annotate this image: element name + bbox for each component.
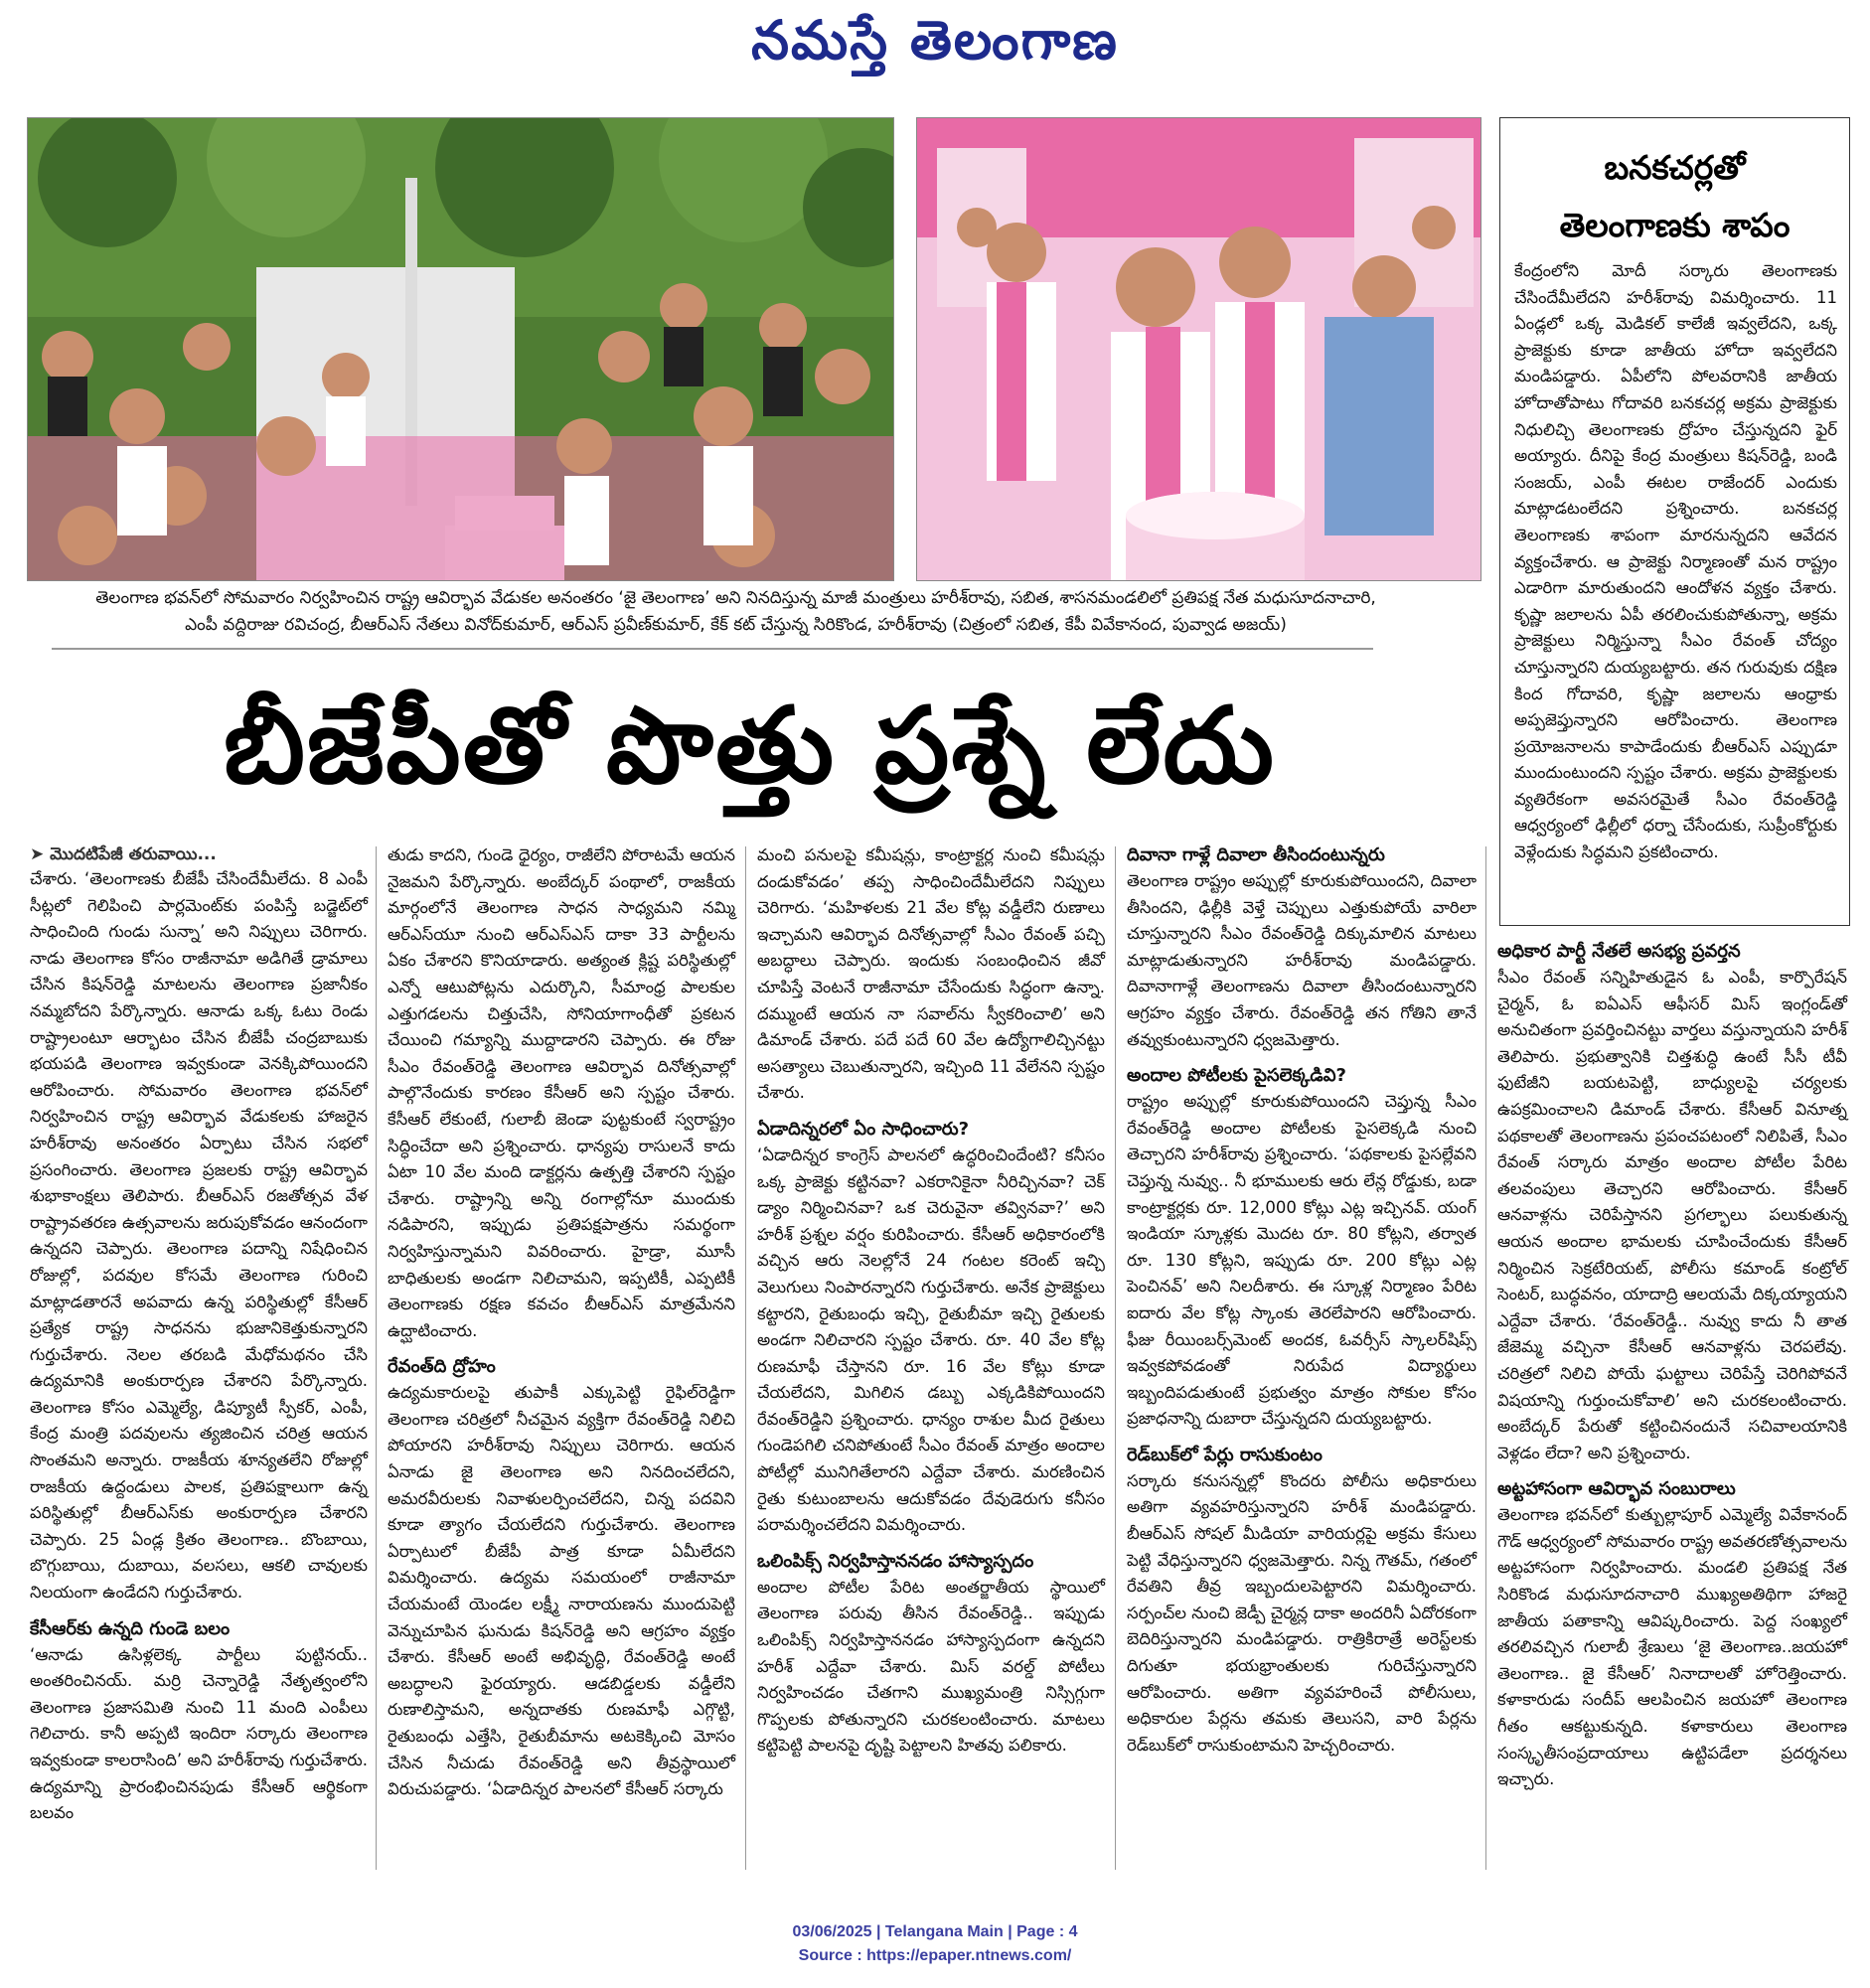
- newspaper-masthead: నమస్తే తెలంగాణ: [751, 8, 1119, 72]
- article-paragraph: తెలంగాణ రాష్ట్రం అప్పుల్లో కూరుకుపోయిందని, దివాలా తీసిందని, ఢిల్లీకి వెళ్తే చెప్పులు ఎత్తుకుపోయే వారిలా చూస్తున్నారని సీఎం రేవంత్‌రెడ్డి దిక్కుమాలిన మాటలు మాట్లాడుతున్నారని హరీశ్‌రావు మండిపడ్డారు. దివానాగాళ్లే తెలంగాణను దివాలా తీసిందంటున్నారని ఆగ్రహం వ్యక్తం చేశారు. రేవంత్‌రెడ్డి తన గోతిని తానే తవ్వుకుంటున్నారని ధ్వజమెత్తారు.: [1127, 871, 1477, 1049]
- photo-caption: [38, 585, 1434, 639]
- subheading: ఏడాదిన్నరలో ఏం సాధించారు?: [757, 1118, 970, 1140]
- subheading: అందాల పోటీలకు పైసలెక్కడివి?: [1127, 1065, 1346, 1087]
- column-divider: [1485, 846, 1486, 1870]
- column-divider: [1115, 846, 1116, 1870]
- subheading: అధికార పార్టీ నేతలే అసభ్య ప్రవర్తన: [1497, 941, 1741, 962]
- article-column-2: [388, 842, 735, 1803]
- sidebar-paragraph: కేంద్రంలోని మోదీ సర్కారు తెలంగాణకు చేసిందేమీలేదని హరీశ్‌రావు విమర్శించారు. 11 ఏండ్లలో ఒక్క మెడికల్ కాలేజీ ఇవ్వలేదని, ఒక్క ప్రాజెక్టుకు కూడా జాతీయ హోదా ఇవ్వలేదని మండిపడ్డారు. ఏపీలోని పోలవరానికి జాతీయ హోదాతోపాటు గోదావరి బనకచర్ల అక్రమ ప్రాజెక్టుకు నిధులిచ్చి తెలంగాణకు ద్రోహం చేస్తున్నదని ఫైర్ అయ్యారు. దీనిపై కేంద్ర మంత్రులు కిషన్‌రెడ్డి, బండి సంజయ్, ఎంపీ ఈటల రాజేందర్ ఎందుకు మాట్లాడటంలేదని ప్రశ్నించారు. బనకచర్ల తెలంగాణకు శాపంగా మారనున్నదని ఆవేదన వ్యక్తంచేశారు. ఆ ప్రాజెక్టు నిర్మాణంతో మన రాష్ట్రం ఎడారిగా మారుతుందని ఆందోళన వ్యక్తం చేశారు. కృష్ణా జలాలను ఏపీ తరలించుకుపోతున్నా, అక్రమ ప్రాజెక్టులు నిర్మిస్తున్నా సీఎం రేవంత్ చోద్యం చూస్తున్నారని దుయ్యబట్టారు. తన గురువుకు దక్షిణ కింద గోదావరి, కృష్ణా జలాలను ఆంధ్రాకు అప్పజెప్తున్నారని ఆరోపించారు. తెలంగాణ ప్రయోజనాలను కాపాడేందుకు బీఆర్‌ఎస్ ఎప్పుడూ ముందుంటుందని స్పష్టం చేశారు. అక్రమ ప్రాజెక్టులకు వ్యతిరేకంగా అవసరమైతే సీఎం రేవంత్‌రెడ్డి ఆధ్వర్యంలో ఢిల్లీలో ధర్నా చేసేందుకు, సుప్రీంకోర్టుకు వెళ్లేందుకు సిద్ధమని ప్రకటించారు.: [1514, 261, 1837, 862]
- photo-cake-illustration: [917, 118, 1480, 580]
- article-column-1: [30, 842, 368, 1827]
- subheading: ఒలింపిక్స్ నిర్వహిస్తాననడం హాస్యాస్పదం: [757, 1550, 1034, 1572]
- article-column-5: [1497, 939, 1847, 1793]
- sidebar-title: [1505, 139, 1844, 254]
- continued-label: మొదటిపేజీ తరువాయి...: [50, 844, 217, 864]
- photo-caption-line-2: ఎంపీ వద్దిరాజు రవిచంద్ర, బీఆర్‌ఎస్ నేతలు వినోద్‌కుమార్, ఆర్‌ఎస్ ప్రవీణ్‌కుమార్, కేక్ కట్ చేస్తున్న సిరికొండ, హరీశ్‌రావు (చిత్రంలో సబిత, కేపీ వివేకానంద, పువ్వాడ అజయ్): [185, 615, 1287, 635]
- subheading: అట్టహాసంగా ఆవిర్భావ సంబురాలు: [1497, 1478, 1736, 1500]
- subheading: కేసీఆర్‌కు ఉన్నది గుండె బలం: [30, 1617, 231, 1639]
- article-paragraph: ‘ఆనాడు ఉసిళ్లలెక్క పార్టీలు పుట్టినయ్.. అంతరించినయ్. మర్రి చెన్నారెడ్డి నేతృత్వంలోని తెలంగాణ ప్రజాసమితి నుంచి 11 మంది ఎంపీలు గెలిచారు. కానీ అప్పటి ఇందిరా సర్కారు తెలంగాణ ఇవ్వకుండా కాలరాసింది’ అని హరీశ్‌రావు గుర్తుచేశారు. ఉద్యమాన్ని ప్రారంభించినపుడు కేసీఆర్ ఆర్థికంగా బలవం: [30, 1644, 368, 1823]
- column-divider: [745, 846, 746, 1870]
- article-column-3: [757, 842, 1105, 1759]
- caption-rule: [52, 648, 1373, 650]
- main-headline: బీజేపీతో పొత్తు ప్రశ్నే లేదు: [224, 685, 1276, 807]
- epaper-date-footer: 03/06/2025 | Telangana Main | Page : 4: [792, 1923, 1078, 1940]
- subheading: రేవంత్‌ది ద్రోహం: [388, 1356, 496, 1378]
- article-paragraph: రాష్ట్రం అప్పుల్లో కూరుకుపోయిందని చెప్తున్న సీఎం రేవంత్‌రెడ్డి అందాల పోటీలకు పైసలెక్కడి నుంచి తెచ్చారని హరీశ్‌రావు ప్రశ్నించారు. ‘పథకాలకు పైసల్లేవని చెప్తున్న నువ్వు.. నీ భూములకు ఆరు లేన్ల రోడ్డుకు, బడా కాంట్రాక్టర్లకు రూ. 12,000 కోట్లు ఎట్ల ఇచ్చినవ్. యంగ్ ఇండియా స్కూళ్లకు మొదట రూ. 80 కోట్లని, తర్వాత రూ. 130 కోట్లని, ఇప్పుడు రూ. 200 కోట్లు ఎట్ల పెంచినవ్’ అని నిలదీశారు. ఈ స్కూళ్ల నిర్మాణం పేరిట ఐదారు వేల కోట్ల స్కాంకు తెరలేపారని ఆరోపించారు. ఫీజు రీయింబర్స్‌మెంట్ అందక, ఓవర్సీస్ స్కాలర్‌షిప్స్ ఇవ్వకపోవడంతో నిరుపేద విద్యార్థులు ఇబ్బందిపడుతుంటే ప్రభుత్వం మాత్రం సోకుల కోసం ప్రజాధనాన్ని దుబారా చేస్తున్నదని దుయ్యబట్టారు.: [1127, 1092, 1477, 1429]
- photo-crowd-illustration: [28, 118, 893, 580]
- article-paragraph: సీఎం రేవంత్ సన్నిహితుడైన ఓ ఎంపీ, కార్పొరేషన్ చైర్మన్, ఓ ఐఏఎస్ ఆఫీసర్ మిస్ ఇంగ్లండ్‌తో అనుచితంగా ప్రవర్తించినట్టు వార్తలు వస్తున్నాయని హరీశ్ తెలిపారు. ప్రభుత్వానికి చిత్తశుద్ధి ఉంటే సీసీ టీవీ ఫుటేజీని బయటపెట్టి, బాధ్యులపై చర్యలకు ఉపక్రమించాలని డిమాండ్ చేశారు. కేసీఆర్ వినూత్న పథకాలతో తెలంగాణను ప్రపంచపటంలో నిలిపితే, సీఎం రేవంత్ సర్కారు మాత్రం అందాల పోటీల పేరిట తలవంపులు తెచ్చారని ఆరోపించారు. కేసీఆర్ ఆనవాళ్లను చెరిపేస్తానని ప్రగల్భాలు పలుకుతున్న ఆయన అందాల భామలకు చూపించేందుకు కేసీఆర్ నిర్మించిన సెక్రటేరియట్, పోలీసు కమాండ్ కంట్రోల్ సెంటర్, బుద్ధవనం, యాదాద్రి ఆలయమే దిక్కయ్యాయని ఎద్దేవా చేశారు. ‘రేవంత్‌రెడ్డీ.. నువ్వు కాదు నీ తాత జేజెమ్మ వచ్చినా కేసీఆర్ ఆనవాళ్లను చెరపలేవు. చరిత్రలో నిలిచి పోయే ఘట్టాలు చెరిపేస్తే చెరిగిపోవనే విషయాన్ని గుర్తుంచుకోవాలి’ అని చురకలంటించారు. అంబేద్కర్ పేరుతో కట్టించినందునే సచివాలయానికి వెళ్లడం లేదా? అని ప్రశ్నించారు.: [1497, 968, 1847, 1462]
- sidebar-title-line-2: తెలంగాణకు శాపం: [1559, 206, 1791, 244]
- subheading: దివానా గాళ్లే దివాలా తీసిందంటున్నరు: [1127, 844, 1385, 865]
- photo-celebration-crowd: [27, 117, 894, 581]
- column-divider: [376, 846, 377, 1870]
- article-paragraph: ఉద్యమకారులపై తుపాకీ ఎక్కుపెట్టి రైఫిల్‌రెడ్డిగా తెలంగాణ చరిత్రలో నీచమైన వ్యక్తిగా రేవంత్‌రెడ్డి నిలిచి పోయారని హరీశ్‌రావు నిప్పులు చెరిగారు. ఆయన ఏనాడు జై తెలంగాణ అని నినదించలేదని, అమరవీరులకు నివాళులర్పించలేదని, చిన్న పదవిని కూడా త్యాగం చేయలేదని గుర్తుచేశారు. తెలంగాణ ఏర్పాటులో బీజేపీ పాత్ర కూడా ఏమీలేదని విమర్శించారు. ఉద్యమ సమయంలో రాజీనామా చేయమంటే యెండల లక్ష్మీ నారాయణను ముందుపెట్టి వెన్నుచూపిన ఘనుడు కిషన్‌రెడ్డి అని ఆగ్రహం వ్యక్తం చేశారు. కేసీఆర్ అంటే అభివృద్ధి, రేవంత్‌రెడ్డి అంటే అబద్ధాలని ఫైరయ్యారు. ఆడబిడ్డలకు వడ్డీలేని రుణాలిస్తామని, అన్నదాతకు రుణమాఫీ ఎగ్గొట్టి, రైతుబంధు ఎత్తేసి, రైతుబీమాను అటకెక్కించి మోసం చేసిన నీచుడు రేవంత్‌రెడ్డి అని తీవ్రస్థాయిలో విరుచుపడ్డారు. ‘ఏడాదిన్నర పాలనలో కేసీఆర్ సర్కారు: [388, 1383, 735, 1799]
- arrow-right-icon: ➤: [30, 844, 51, 864]
- article-paragraph: మంచి పనులపై కమీషన్లు, కాంట్రాక్టర్ల నుంచి కమీషన్లు దండుకోవడం’ తప్ప సాధించిందేమీలేదని నిప్పులు చెరిగారు. ‘మహిళలకు 21 వేల కోట్ల వడ్డీలేని రుణాలు ఇచ్చామని ఆవిర్భావ దినోత్సవాల్లో సీఎం రేవంత్ పచ్చి అబద్ధాలు చెప్పారు. ఇందుకు సంబంధించిన జీవో చూపిస్తే వెంటనే రాజీనామా చేసేందుకు సిద్ధంగా ఉన్నా. దమ్ముంటే ఆయన నా సవాల్‌ను స్వీకరించాలి’ అని డిమాండ్ చేశారు. పదే పదే 60 వేల ఉద్యోగాలిచ్చినట్టు అసత్యాలు చెబుతున్నారని, ఇచ్చింది 11 వేలేనని స్పష్టం చేశారు.: [757, 845, 1105, 1103]
- continued-from-front-page: [30, 842, 368, 866]
- article-paragraph: చేశారు. ‘తెలంగాణకు బీజేపీ చేసిందేమీలేదు. 8 ఎంపీ సీట్లలో గెలిపించి పార్లమెంట్‌కు పంపిస్తే బడ్జెట్‌లో సాధించింది గుండు సున్నా’ అని నిప్పులు చెరిగారు. నాడు తెలంగాణ కోసం రాజీనామా అడిగితే డ్రామాలు చేసిన కిషన్‌రెడ్డి మాటలను తెలంగాణ ప్రజానీకం నమ్మబోదని పేర్కొన్నారు. ఆనాడు ఒక్క ఓటు రెండు రాష్ట్రాలంటూ ఆర్భాటం చేసిన బీజేపీ చంద్రబాబుకు భయపడి తెలంగాణ ఇవ్వకుండా వెనక్కిపోయిందని ఆరోపించారు. సోమవారం తెలంగాణ భవన్‌లో నిర్వహించిన రాష్ట్ర ఆవిర్భావ వేడుకలకు హాజరైన హరీశ్‌రావు అనంతరం ఏర్పాటు చేసిన సభలో ప్రసంగించారు. తెలంగాణ ప్రజలకు రాష్ట్ర ఆవిర్భావ శుభాకాంక్షలు తెలిపారు. బీఆర్‌ఎస్ రజతోత్సవ వేళ రాష్ట్రావతరణ ఉత్సవాలను జరుపుకోవడం ఆనందంగా ఉన్నదని చెప్పారు. తెలంగాణ పదాన్ని నిషేధించిన రోజుల్లో, పదవుల కోసమే తెలంగాణ గురించి మాట్లాడతారనే అపవాదు ఉన్న పరిస్థితుల్లో కేసీఆర్ ప్రత్యేక రాష్ట్ర సాధనను భుజానికెత్తుకున్నారని గుర్తుచేశారు. నెలల తరబడి మేధోమథనం చేసి ఉద్యమానికి అంకురార్పణ చేశారని పేర్కొన్నారు. తెలంగాణ కోసం ఎమ్మెల్యే, డిప్యూటీ స్పీకర్, ఎంపీ, కేంద్ర మంత్రి పదవులను త్యజించిన చరిత్ర ఆయన సొంతమని అన్నారు. రాజకీయ శూన్యతలేని రోజుల్లో రాజకీయ ఉద్దండులు పాలక, ప్రతిపక్షాలుగా ఉన్న పరిస్థితుల్లో బీఆర్‌ఎస్‌కు అంకురార్పణ చేశారని చెప్పారు. 25 ఏండ్ల క్రితం తెలంగాణ.. బొంబాయి, బొగ్గుబాయి, దుబాయి, వలసలు, ఆకలి చావులకు నిలయంగా ఉండేదని గుర్తుచేశారు.: [30, 869, 368, 1603]
- article-paragraph: తుడు కాదని, గుండె ధైర్యం, రాజీలేని పోరాటమే ఆయన నైజమని పేర్కొన్నారు. అంబేద్కర్ పంథాలో, రాజకీయ మార్గంలోనే తెలంగాణ సాధన సాధ్యమని నమ్మి ఆర్‌ఎస్‌యూ నుంచి ఆర్‌ఎస్‌ఎస్ దాకా 33 పార్టీలను ఏకం చేశారని కొనియాడారు. అత్యంత క్లిష్ట పరిస్థితుల్లో ఎన్నో ఆటుపోట్లను ఎదుర్కొని, సీమాంధ్ర పాలకుల ఎత్తుగడలను చిత్తుచేసి, సోనియాగాంధీతో ప్రకటన చేయించి గమ్యాన్ని ముద్దాడారని చెప్పారు. ఈ రోజు సీఎం రేవంత్‌రెడ్డి తెలంగాణ ఆవిర్భావ దినోత్సవాల్లో పాల్గొనేందుకు కారణం కేసీఆర్ అని స్పష్టం చేశారు. కేసీఆర్ లేకుంటే, గులాబీ జెండా పుట్టకుంటే స్వరాష్ట్రం సిద్ధించేదా అని ప్రశ్నించారు. ధాన్యపు రాసులనే కాదు ఏటా 10 వేల మంది డాక్టర్లను ఉత్పత్తి చేశారని స్పష్టం చేశారు. రాష్ట్రాన్ని అన్ని రంగాల్లోనూ ముందుకు నడిపారని, ఇప్పుడు ప్రతిపక్షపాత్రను సమర్థంగా నిర్వహిస్తున్నామని వివరించారు. హైడ్రా, మూసీ బాధితులకు అండగా నిలిచామని, ఇప్పటికీ, ఎప్పటికీ తెలంగాణకు రక్షణ కవచం బీఆర్‌ఎస్ మాత్రమేనని ఉద్ఘాటించారు.: [388, 845, 735, 1340]
- subheading: రెడ్‌బుక్‌లో పేర్లు రాసుకుంటం: [1127, 1444, 1323, 1465]
- article-paragraph: సర్కారు కనుసన్నల్లో కొందరు పోలీసు అధికారులు అతిగా వ్యవహరిస్తున్నారని హరీశ్ మండిపడ్డారు. బీఆర్‌ఎస్ సోషల్ మీడియా వారియర్లపై అక్రమ కేసులు పెట్టి వేధిస్తున్నారని ధ్వజమెత్తారు. నిన్న గౌతమ్, గతంలో రేవతిని తీవ్ర ఇబ్బందులపెట్టారని విమర్శించారు. సర్పంచ్‌ల నుంచి జెడ్పీ చైర్మన్ల దాకా అందరినీ ఏదోరకంగా బెదిరిస్తున్నారని మండిపడ్డారు. రాత్రికిరాత్రే అరెస్ట్‌లకు దిగుతూ భయభ్రాంతులకు గురిచేస్తున్నారని ఆరోపించారు. అతిగా వ్యవహరించే పోలీసులు, అధికారుల పేర్లను తమకు తెలుసని, వారి పేర్లను రెడ్‌బుక్‌లో రాసుకుంటామని హెచ్చరించారు.: [1127, 1470, 1477, 1755]
- photo-caption-line-1: తెలంగాణ భవన్‌లో సోమవారం నిర్వహించిన రాష్ట్ర ఆవిర్భావ వేడుకల అనంతరం ‘జై తెలంగాణ’ అని నినదిస్తున్న మాజీ మంత్రులు హరీశ్‌రావు, సబిత, శాసనమండలిలో ప్రతిపక్ష నేత మధుసూదనాచారి,: [95, 588, 1376, 608]
- photo-cake-cutting: [916, 117, 1481, 581]
- epaper-source-footer: Source : https://epaper.ntnews.com/: [798, 1947, 1072, 1964]
- sidebar-body: [1514, 258, 1837, 866]
- article-column-4: [1127, 842, 1477, 1759]
- article-paragraph: అందాల పోటీల పేరిట అంతర్జాతీయ స్థాయిలో తెలంగాణ పరువు తీసిన రేవంత్‌రెడ్డి.. ఇప్పుడు ఒలింపిక్స్ నిర్వహిస్తాననడం హాస్యాస్పదంగా ఉన్నదని హరీశ్ ఎద్దేవా చేశారు. మిస్ వరల్డ్ పోటీలు నిర్వహించడం చేతగాని ముఖ్యమంత్రి నిస్సిగ్గుగా గొప్పలకు పోతున్నారని చురకలంటించారు. మాటలు కట్టిపెట్టి పాలనపై దృష్టి పెట్టాలని హితవు పలికారు.: [757, 1577, 1105, 1756]
- sidebar-title-line-1: బనకచర్లతో: [1604, 148, 1746, 187]
- article-paragraph: ‘ఏడాదిన్నర కాంగ్రెస్ పాలనలో ఉద్ధరించిందేంటి? కనీసం ఒక్క ప్రాజెక్టు కట్టినవా? ఎకరానికైనా నీరిచ్చినవా? చెక్ డ్యాం నిర్మించినవా? ఒక చెరువైనా తవ్వినవా?’ అని హరీశ్ ప్రశ్నల వర్షం కురిపించారు. కేసీఆర్ అధికారంలోకి వచ్చిన ఆరు నెలల్లోనే 24 గంటల కరెంట్ ఇచ్చి వెలుగులు నింపారన్నారని గుర్తుచేశారు. అనేక ప్రాజెక్టులు కట్టారని, రైతుబంధు ఇచ్చి, రైతుబీమా ఇచ్చి రైతులకు అండగా నిలిచారని స్పష్టం చేశారు. రూ. 40 వేల కోట్ల రుణమాఫీ చేస్తానని రూ. 16 వేల కోట్లు కూడా చేయలేదని, మిగిలిన డబ్బు ఎక్కడికిపోయిందని రేవంత్‌రెడ్డిని ప్రశ్నించారు. ధాన్యం రాశుల మీద రైతులు గుండెపగిలి చనిపోతుంటే సీఎం రేవంత్ మాత్రం అందాల పోటీల్లో మునిగితేలారని ఎద్దేవా చేశారు. మరణించిన రైతు కుటుంబాలను ఆదుకోవడం దేవుడెరుగు కనీసం పరామర్శించలేదని విమర్శించారు.: [757, 1145, 1105, 1535]
- article-paragraph: తెలంగాణ భవన్‌లో కుత్బుల్లాపూర్ ఎమ్మెల్యే వివేకానంద్ గౌడ్ ఆధ్వర్యంలో సోమవారం రాష్ట్ర అవతరణోత్సవాలను అట్టహాసంగా నిర్వహించారు. మండలి ప్రతిపక్ష నేత సిరికొండ మధుసూదనాచారి ముఖ్యఅతిథిగా హాజరై జాతీయ పతాకాన్ని ఆవిష్కరించారు. పెద్ద సంఖ్యలో తరలివచ్చిన గులాబీ శ్రేణులు ‘జై తెలంగాణ..జయహో తెలంగాణ.. జై కేసీఆర్’ నినాదాలతో హోరెత్తించారు. కళాకారుడు సందీప్ ఆలపించిన జయహో తెలంగాణ గీతం ఆకట్టుకున్నది. కళాకారులు తెలంగాణ సంస్కృతీసంప్రదాయాలు ఉట్టిపడేలా ప్రదర్శనలు ఇచ్చారు.: [1497, 1505, 1847, 1789]
